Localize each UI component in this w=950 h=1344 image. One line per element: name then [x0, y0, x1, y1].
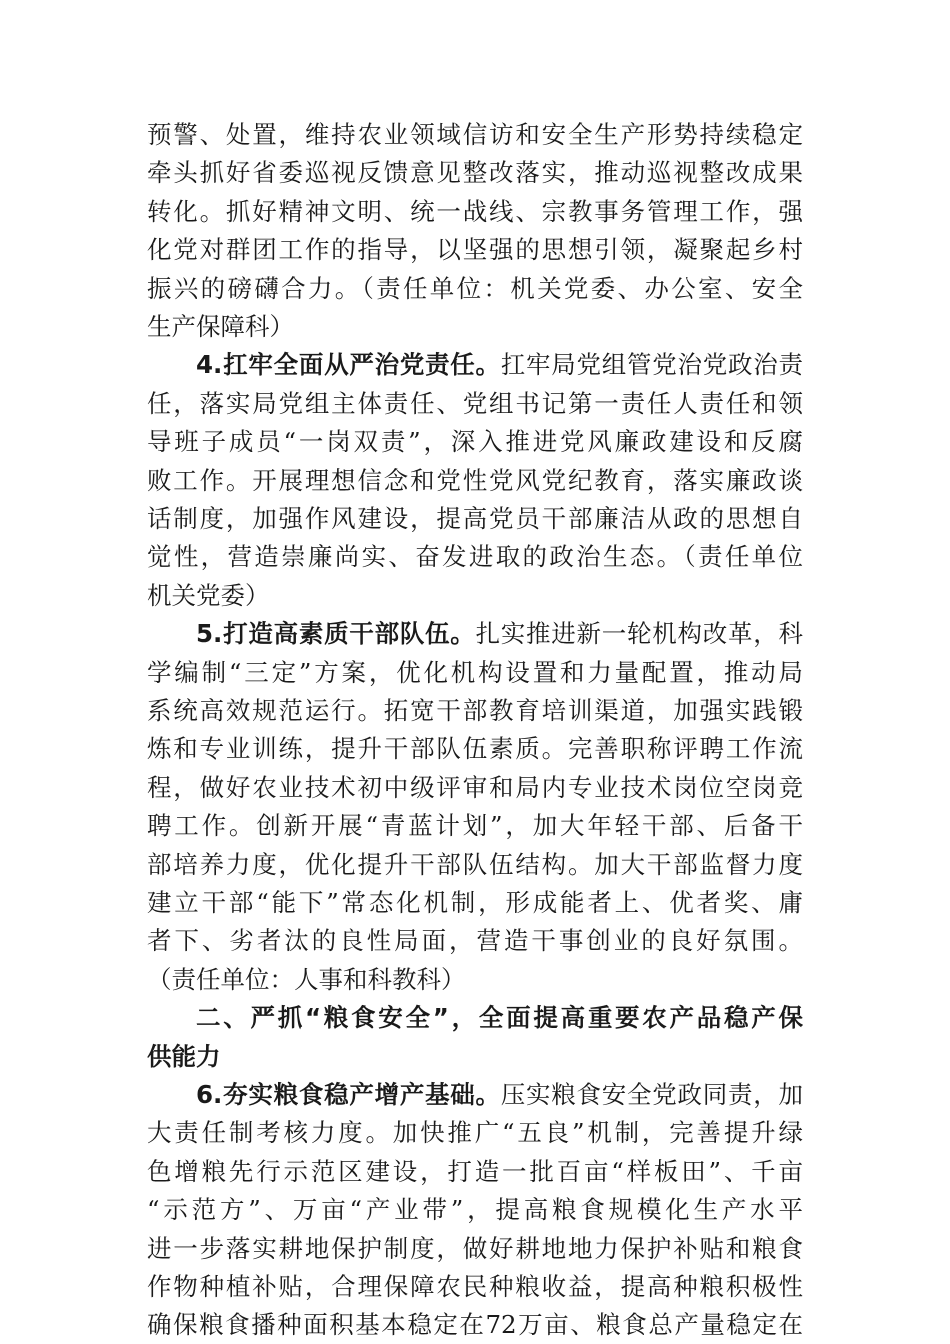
text-line: 系统高效规范运行。拓宽干部教育培训渠道，加强实践锻	[147, 696, 803, 725]
text-line: 聘工作。创新开展“青蓝计划”，加大年轻干部、后备干	[147, 811, 803, 841]
text-line: 机关党委）	[147, 580, 270, 610]
text-line: “示范方”、万亩“产业带”，提高粮食规模化生产水平	[147, 1195, 803, 1225]
text-line: （责任单位：人事和科教科）	[147, 964, 466, 994]
paragraph-text: 扛牢局党组管党治党政治责	[500, 350, 803, 380]
section-heading: 二、严抓“粮食安全”，全面提高重要农产品稳产保	[196, 1003, 803, 1033]
text-line: 学编制“三定”方案，优化机构设置和力量配置，推动局	[147, 657, 803, 687]
text-line: 话制度，加强作风建设，提高党员干部廉洁从政的思想自	[147, 504, 803, 533]
text-line: 者下、劣者汰的良性局面，营造干事创业的良好氛围。	[147, 926, 803, 956]
text-line: 化党对群团工作的指导，以坚强的思想引领，凝聚起乡村	[147, 235, 803, 265]
paragraph-first-line	[196, 346, 803, 384]
text-line: 确保粮食播种面积基本稳定在72万亩、粮食总产量稳定在	[147, 1310, 803, 1340]
text-line: 败工作。开展理想信念和党性党风党纪教育，落实廉政谈	[147, 465, 803, 495]
text-line: 进一步落实耕地保护制度，做好耕地地力保护补贴和粮食	[147, 1233, 803, 1263]
paragraph-title: 6.夯实粮食稳产增产基础。	[196, 1080, 501, 1109]
text-line: 转化。抓好精神文明、统一战线、宗教事务管理工作，强	[147, 196, 803, 226]
text-line: 任，落实局党组主体责任、党组书记第一责任人责任和领	[147, 388, 803, 418]
text-line: 作物种植补贴，合理保障农民种粮收益，提高种粮积极性	[147, 1272, 803, 1301]
text-line: 程，做好农业技术初中级评审和局内专业技术岗位空岗竞	[147, 772, 803, 802]
paragraph-title: 5.打造高素质干部队伍。	[196, 619, 476, 649]
paragraph-first-line	[196, 1076, 803, 1114]
text-line: 炼和专业训练，提升干部队伍素质。完善职称评聘工作流	[147, 734, 803, 764]
text-line: 部培养力度，优化提升干部队伍结构。加大干部监督力度	[147, 849, 803, 879]
text-line: 预警、处置，维持农业领域信访和安全生产形势持续稳定	[147, 120, 803, 149]
text-line: 牵头抓好省委巡视反馈意见整改落实，推动巡视整改成果	[147, 158, 803, 188]
text-line: 大责任制考核力度。加快推广“五良”机制，完善提升绿	[147, 1118, 803, 1148]
text-line: 导班子成员“一岗双责”，深入推进党风廉政建设和反腐	[147, 427, 803, 457]
text-line: 色增粮先行示范区建设，打造一批百亩“样板田”、千亩	[147, 1156, 803, 1186]
text-line: 生产保障科）	[147, 312, 294, 341]
text-line: 建立干部“能下”常态化机制，形成能者上、优者奖、庸	[147, 888, 803, 917]
paragraph-first-line	[196, 615, 803, 653]
section-heading-continued: 供能力	[147, 1041, 221, 1071]
paragraph-title: 4.扛牢全面从严治党责任。	[196, 350, 501, 380]
text-line: 振兴的磅礴合力。（责任单位：机关党委、办公室、安全	[147, 273, 803, 303]
paragraph-text: 压实粮食安全党政同责，加	[500, 1080, 803, 1109]
paragraph-text: 扎实推进新一轮机构改革，科	[475, 619, 804, 649]
text-line: 觉性，营造崇廉尚实、奋发进取的政治生态。（责任单位	[147, 542, 803, 572]
